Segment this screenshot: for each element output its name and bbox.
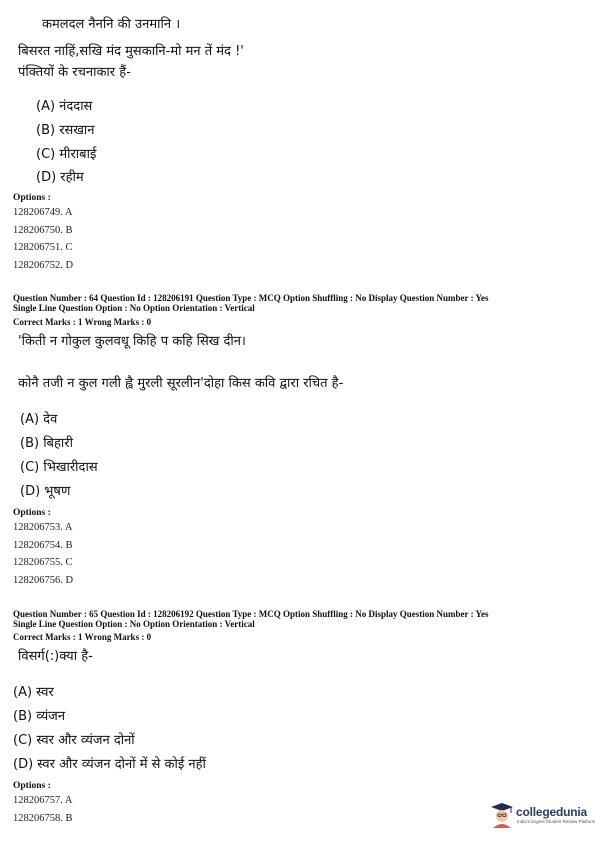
question-meta-line: Single Line Question Option : No Option Orientation : Vertical <box>13 619 255 629</box>
question-text-line: बिसरत नाहिं,सखि मंद मुसकानि-मो मन तें मंद !' <box>18 44 244 59</box>
option-id: 128206751. C <box>13 242 73 253</box>
choice-d: (D) स्वर और व्यंजन दोनों में से कोई नहीं <box>13 757 206 772</box>
choice-a: (A) स्वर <box>13 685 54 700</box>
logo-tagline: India's largest Student Review Platform <box>517 819 595 824</box>
student-mascot-icon <box>490 802 514 828</box>
question-text-line: पंक्तियों के रचनाकार हैं- <box>18 65 131 80</box>
option-id: 128206752. D <box>13 260 74 271</box>
choice-d: (D) रहीम <box>36 170 84 185</box>
choice-a: (A) नंददास <box>36 99 93 114</box>
logo-name: collegedunia <box>516 805 587 819</box>
option-id: 128206754. B <box>13 540 73 551</box>
question-meta-line: Question Number : 64 Question Id : 128206191 Question Type : MCQ Option Shuffling : No Display Question Number : Yes <box>13 293 489 303</box>
options-label: Options : <box>13 508 51 518</box>
choice-a: (A) देव <box>20 412 58 427</box>
question-meta-line: Single Line Question Option : No Option Orientation : Vertical <box>13 303 255 313</box>
choice-d: (D) भूषण <box>20 484 71 499</box>
question-text-line: कमलदल नैननि की उनमानि । <box>42 17 181 32</box>
options-label: Options : <box>13 193 51 203</box>
question-marks: Correct Marks : 1 Wrong Marks : 0 <box>13 632 152 642</box>
choice-c: (C) स्वर और व्यंजन दोनों <box>13 733 135 748</box>
option-id: 128206749. A <box>13 207 73 218</box>
question-marks: Correct Marks : 1 Wrong Marks : 0 <box>13 317 152 327</box>
choice-c: (C) मीराबाई <box>36 147 97 162</box>
choice-b: (B) रसखान <box>36 123 95 138</box>
option-id: 128206758. B <box>13 813 73 824</box>
option-id: 128206750. B <box>13 225 73 236</box>
option-id: 128206755. C <box>13 557 73 568</box>
choice-b: (B) व्यंजन <box>13 709 66 724</box>
option-id: 128206756. D <box>13 575 74 586</box>
collegedunia-logo[interactable] <box>490 800 595 830</box>
question-text-line: कोनै तजी न कुल गली ह्वै मुरली सूरलीन'दोहा किस कवि द्वारा रचित है- <box>18 376 344 391</box>
choice-b: (B) बिहारी <box>20 436 73 451</box>
option-id: 128206753. A <box>13 522 73 533</box>
option-id: 128206757. A <box>13 795 73 806</box>
question-meta-line: Question Number : 65 Question Id : 128206192 Question Type : MCQ Option Shuffling : No Display Question Number : Yes <box>13 609 489 619</box>
question-text-line: 'किती न गोकुल कुलवधू किहि प कहि सिख दीन। <box>18 334 246 349</box>
choice-c: (C) भिखारीदास <box>20 460 98 475</box>
options-label: Options : <box>13 781 51 791</box>
question-text-line: विसर्ग(:)क्या है- <box>18 649 93 664</box>
